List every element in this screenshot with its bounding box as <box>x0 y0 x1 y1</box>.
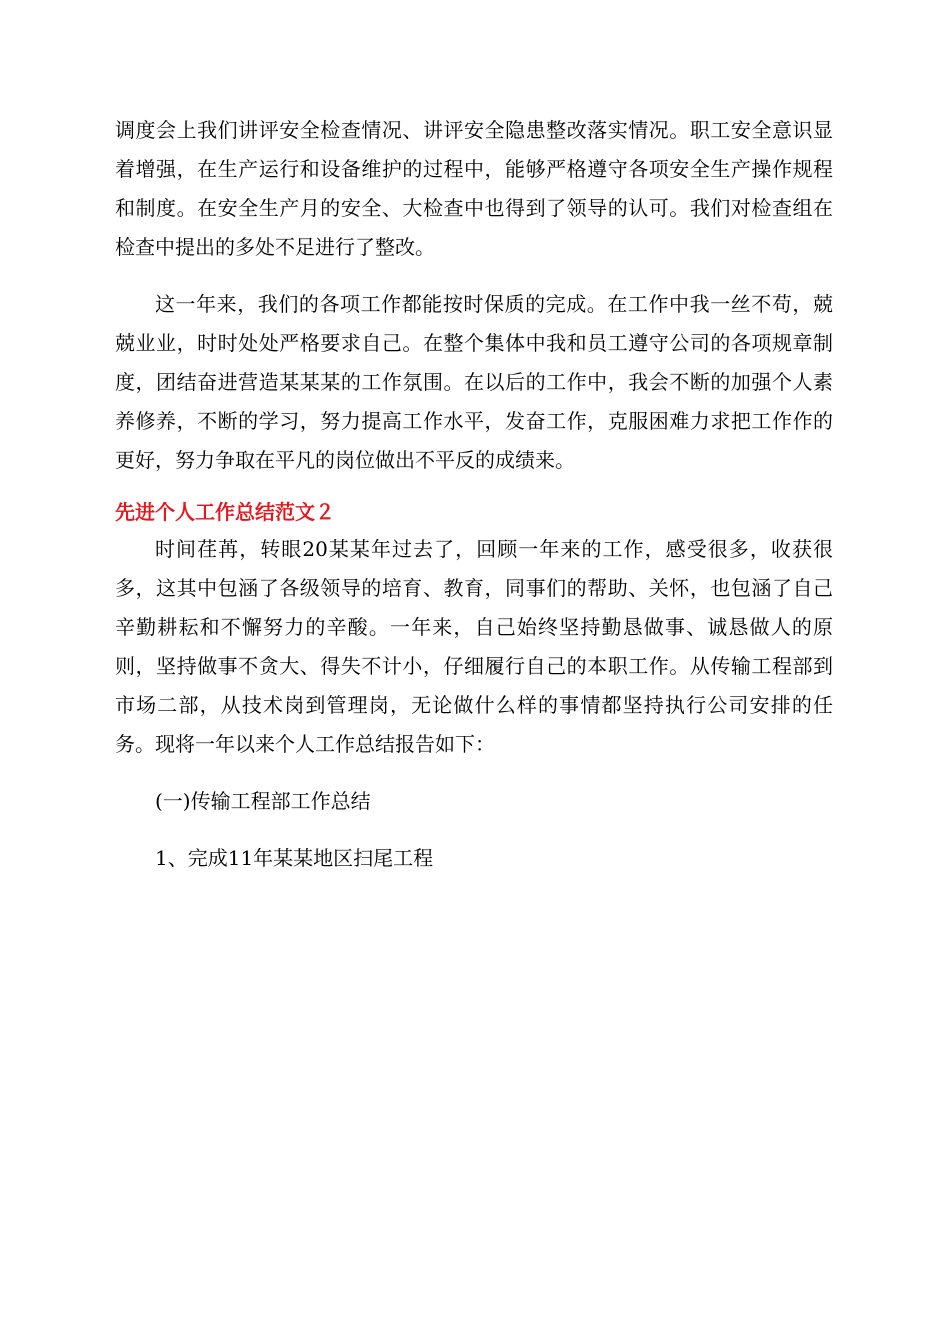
paragraph-gap <box>115 267 833 285</box>
subsection-heading: (一)传输工程部工作总结 <box>155 789 371 813</box>
list-item: 1、完成11年某某地区扫尾工程 <box>155 846 434 870</box>
paragraph-gap <box>115 764 833 782</box>
paragraph: 时间荏苒，转眼20某某年过去了，回顾一年来的工作，感受很多，收获很多，这其中包涵了各级领导的培育、教育，同事们的帮助、关怀，也包涵了自己辛勤耕耘和不懈努力的辛酸。一年来，自己始终坚持勤恳做事、诚恳做人的原则，坚持做事不贪大、得失不计小，仔细履行自己的本职工作。从传输工程部到市场二部，从技术岗到管理岗，无论做什么样的事情都坚持执行公司安排的任务。现将一年以来个人工作总结报告如下： <box>115 537 833 756</box>
paragraph: 这一年来，我们的各项工作都能按时保质的完成。在工作中我一丝不苟，兢兢业业，时时处处严格要求自己。在整个集体中我和员工遵守公司的各项规章制度，团结奋进营造某某某的工作氛围。在以后的工作中，我会不断的加强个人素养修养，不断的学习，努力提高工作水平，发奋工作，克服困难力求把工作作的更好，努力争取在平凡的岗位做出不平反的成绩来。 <box>115 292 833 472</box>
paragraph-gap <box>115 821 833 839</box>
document-page <box>115 111 833 878</box>
section-heading: 先进个人工作总结范文２ <box>115 500 335 524</box>
paragraph: 调度会上我们讲评安全检查情况、讲评安全隐患整改落实情况。职工安全意识显着增强，在生产运行和设备维护的过程中，能够严格遵守各项安全生产操作规程和制度。在安全生产月的安全、大检查中也得到了领导的认可。我们对检查组在检查中提出的多处不足进行了整改。 <box>115 118 833 259</box>
